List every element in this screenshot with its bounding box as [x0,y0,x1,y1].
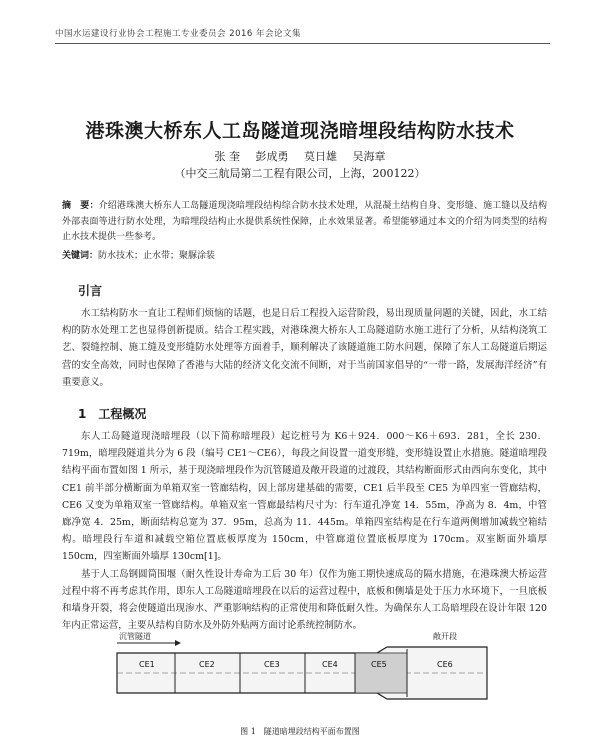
section-heading-overview: 1 工程概况 [78,407,147,421]
author: 吴海章 [352,150,386,163]
figure-label-right: 敞开段 [433,632,457,641]
abstract-label: 摘 要： [62,201,99,211]
arrow-head [175,640,181,646]
hatched-zone [355,653,407,693]
segment-label-ce5: CE5 [371,660,387,669]
paragraph: 水工结构防水一直让工程师们烦恼的话题，也是日后工程投入运营阶段，易出现质量问题的关键，因此，水工结构的防水处理工艺也显得创新提质。结合工程实践，对港珠澳大桥东人工岛隧道防水施工进行了分析，从结构浇筑工艺、裂缝控制、施工缝及变形缝防水处理等方面着手，顺利解决了该隧道施工防水问题，保障了东人工岛隧道后期运营的安全高效，同时也保障了香港与大陆的经济文化交流不间断，对于当前国家倡导的“一带一路，发展海洋经济”有重要意义。 [62,308,547,388]
section-heading-intro: 引言 [78,284,103,298]
paragraph: 基于人工岛钢圆筒围堰（耐久性设计寿命为工后 30 年）仅作为施工期快速成岛的隔水措施，在港珠澳大桥运营过程中将不再考虑其作用，即东人工岛隧道暗埋段在以后的运营过程中，底板和侧墙是处于压力水环境下，一旦底板和墙身开裂，将会使隧道出现渗水、严重影响结构的正常使用和降低耐久性。为确保东人工岛暗埋段在设计年限 120 年内正常运营，主要从结构自防水及外防外贴两方面讨论系统控制防水。 [62,568,547,632]
header-rule [55,43,550,44]
paragraph: 东人工岛隧道现浇暗埋段（以下简称暗埋段）起讫桩号为 K6＋924．000～K6＋693．281，全长 230．719m，暗埋段隧道共分为 6 段（编号 CE1～CE6），每段之间设置一道变形缝，变形缝设置止水措施。隧道暗埋段结构平面布置如图 1 所示，基于现浇暗埋段作为沉管隧道及敞开段道的过渡段，其结构断面形式由西向东变化，其中 CE1 前半部分横断面为单箱双室一管廊结构，因上部房建基础的需要，CE1 后半段至 CE5 为单四室一管廊结构，CE6 又变为单箱双室一管廊结构。单箱双室一管廊最结构尺寸为：行车道孔净宽 14．55m，净高为 8．4m，中管廊净宽 4．25m，断面结构总宽为 37．95m，总高为 11．445m。单箱四室结构是在行车道两侧增加减载空箱结构。暗埋段行车道和减载空箱位置底板厚度为 150cm，中管廊道位置底板厚度为 170cm。双室断面外墙厚 150cm，四室断面外墙厚 130cm[1]。 [62,431,547,563]
author: 张 奎 [214,150,240,163]
segment-label-ce4: CE4 [322,660,338,669]
segment-label-ce6: CE6 [437,660,453,669]
keywords [62,248,215,261]
abstract-text: 介绍港珠澳大桥东人工岛隧道现浇暗埋段结构综合防水技术处理，从混凝土结构自身、变形缝、施工缝以及结构外部表面等进行防水处理，为暗埋段结构止水提供系统性保障，止水效果显著。希望能够通过本文的介绍为同类型的结构止水技术提供一些参考。 [62,201,547,242]
figure-label-left: 沉管隧道 [119,632,151,641]
paper-title: 港珠澳大桥东人工岛隧道现浇暗埋段结构防水技术 [85,120,515,142]
figure-caption: 图 1 隧道暗埋段结构平面布置图 [240,727,360,736]
running-header: 中国水运建设行业协会工程施工专业委员会 2016 年会论文集 [55,29,302,39]
segment-label-ce3: CE3 [264,660,280,669]
abstract [62,199,547,246]
section-body-intro [62,305,547,391]
author: 莫日雄 [304,150,337,163]
segment-label-ce1: CE1 [139,660,155,669]
author: 彭成勇 [255,150,289,163]
segment-label-ce2: CE2 [199,660,215,669]
tunnel-plan-figure [115,627,490,715]
keywords-label: 关键词： [62,251,99,261]
section-body-overview [62,428,547,634]
keywords-text: 防水技术；止水带；聚脲涂装 [98,251,216,261]
author-list [0,148,600,164]
affiliation: （中交三航局第二工程有限公司，上海，200122） [174,167,426,180]
